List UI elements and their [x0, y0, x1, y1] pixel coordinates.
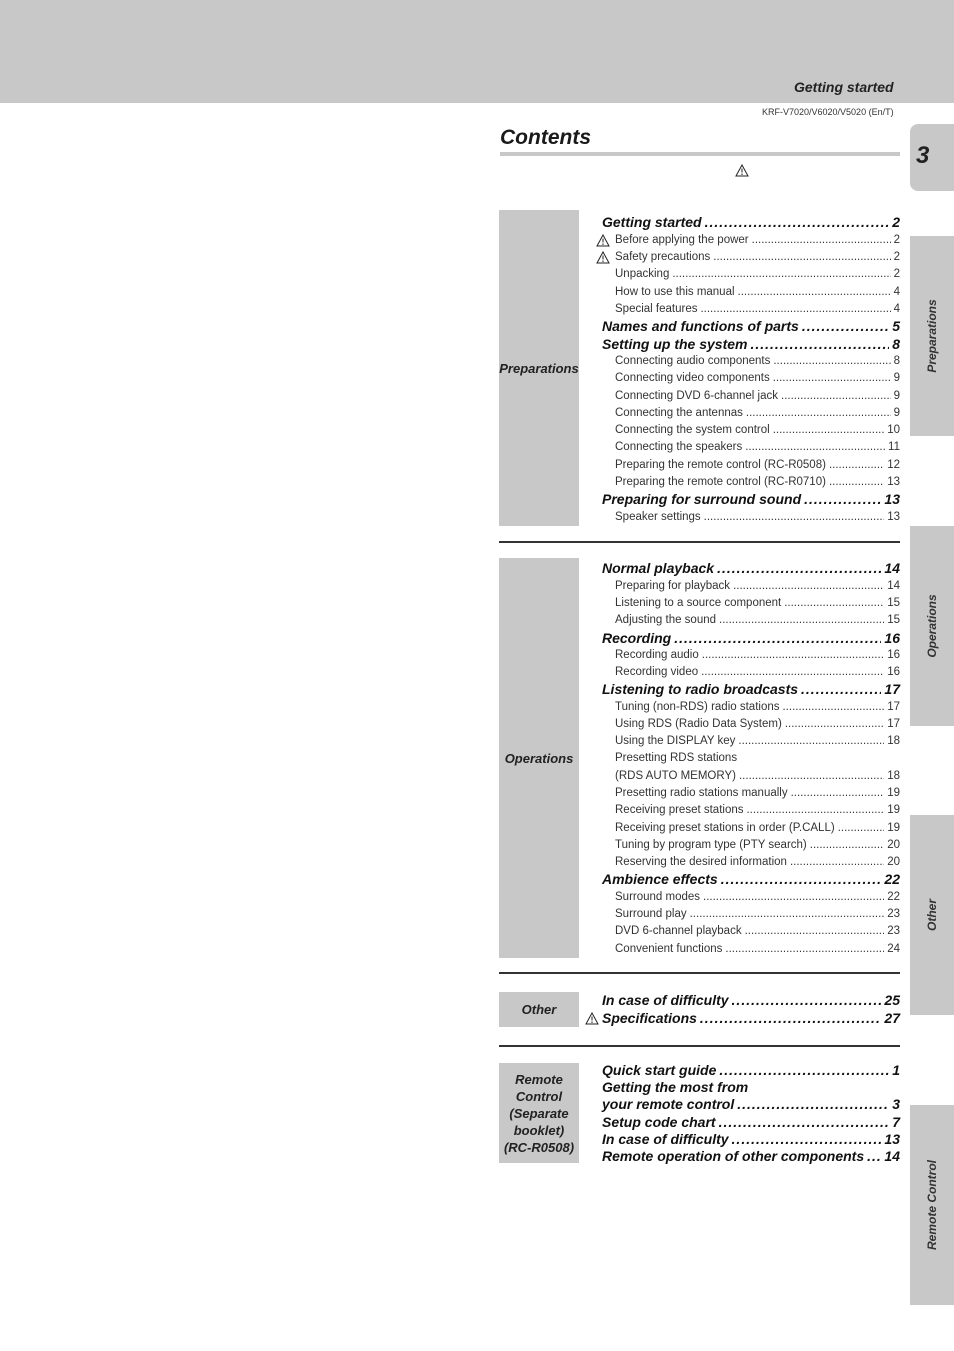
category-operations: [499, 558, 579, 958]
toc-entry-page: 9: [893, 372, 900, 384]
toc-entry[interactable]: [615, 925, 900, 937]
dot-leader: [745, 441, 885, 453]
toc-entry[interactable]: [615, 476, 900, 488]
toc-entry-page: 23: [887, 908, 900, 920]
dot-leader: [785, 718, 884, 730]
toc-entry-page: 7: [892, 1114, 900, 1130]
toc-entry[interactable]: [602, 1096, 900, 1112]
toc-entry-page: 11: [888, 441, 900, 453]
dot-leader: [717, 560, 881, 576]
toc-entry-title: Listening to radio broadcasts: [602, 681, 799, 697]
side-tab-label: Remote Control: [925, 1160, 939, 1250]
toc-entry[interactable]: [615, 372, 900, 384]
warning-triangle-icon: [596, 251, 610, 266]
toc-entry-title: Recording video: [615, 666, 699, 678]
toc-entry[interactable]: [602, 336, 900, 352]
toc-entry-page: 13: [884, 491, 900, 507]
toc-entry-page: 17: [884, 681, 900, 697]
toc-entry-page: 13: [887, 476, 900, 488]
dot-leader: [745, 925, 885, 937]
dot-leader: [700, 303, 890, 315]
toc-entry[interactable]: [615, 251, 900, 263]
toc-entry[interactable]: [615, 390, 900, 402]
dot-leader: [674, 630, 881, 646]
toc-entry-page: 13: [887, 511, 900, 523]
toc-entry-page: 8: [892, 336, 900, 352]
toc-entry[interactable]: [602, 318, 900, 334]
warning-triangle-icon: [596, 234, 610, 249]
toc-entry-page: 4: [893, 303, 900, 315]
toc-entry-title: Convenient functions: [615, 943, 723, 955]
toc-entry[interactable]: [615, 891, 900, 903]
section-divider: [499, 541, 900, 543]
toc-entry[interactable]: [615, 441, 900, 453]
toc-entry-page: 2: [893, 234, 900, 246]
toc-entry-page: 3: [892, 1096, 900, 1112]
category-label: Other: [521, 1002, 557, 1017]
side-tab-label: Other: [925, 898, 939, 932]
dot-leader: [802, 318, 889, 334]
toc-entry-title: Preparing the remote control (RC-R0710): [615, 476, 826, 488]
toc-entry-page: 27: [884, 1010, 900, 1026]
toc-entry[interactable]: [602, 1062, 900, 1078]
dot-leader: [738, 286, 891, 298]
toc-entry[interactable]: [615, 268, 900, 280]
toc-entry[interactable]: [615, 822, 900, 834]
dot-leader: [790, 856, 884, 868]
toc-entry-title: Recording audio: [615, 649, 699, 661]
dot-leader: [721, 871, 882, 887]
toc-entry-title: Recording: [602, 630, 672, 646]
toc-entry[interactable]: [602, 1114, 900, 1130]
toc-entry[interactable]: [602, 1131, 900, 1147]
toc-entry[interactable]: [615, 839, 900, 851]
dot-leader: [773, 372, 891, 384]
side-tab-label: Operations: [925, 594, 939, 658]
toc-entry-title: Preparing for surround sound: [602, 491, 802, 507]
toc-entry-title: Special features: [615, 303, 698, 315]
toc-entry-page: 19: [887, 822, 900, 834]
dot-leader: [713, 251, 890, 263]
category-other: [499, 992, 579, 1027]
title-underline: [500, 152, 900, 156]
toc-entry[interactable]: [615, 511, 900, 523]
toc-entry-page: 8: [893, 355, 900, 367]
toc-entry-title: Names and functions of parts: [602, 318, 799, 334]
toc-entry[interactable]: [615, 752, 900, 764]
toc-entry-title: Listening to a source component: [615, 597, 782, 609]
toc-entry-title: Connecting the antennas: [615, 407, 743, 419]
warning-triangle-icon: [585, 1012, 599, 1027]
toc-entry[interactable]: [615, 649, 900, 661]
toc-entry-title: Surround modes: [615, 891, 701, 903]
dot-leader: [701, 666, 884, 678]
toc-entry-title: Tuning by program type (PTY search): [615, 839, 807, 851]
toc-entry-title: Tuning (non-RDS) radio stations: [615, 701, 780, 713]
dot-leader: [719, 1114, 890, 1130]
dot-leader: [739, 770, 884, 782]
toc-entry-title: Preparing the remote control (RC-R0508): [615, 459, 826, 471]
section-divider: [499, 972, 900, 974]
toc-entry-page: 16: [887, 649, 900, 661]
dot-leader: [725, 943, 884, 955]
page-number: 3: [916, 142, 930, 169]
toc-entry-page: 19: [887, 787, 900, 799]
dot-leader: [801, 681, 881, 697]
toc-entry-title: (RDS AUTO MEMORY): [615, 770, 736, 782]
category-remote-control: [499, 1063, 579, 1163]
side-tab-label: Preparations: [925, 299, 939, 373]
toc-entry-title: Setup code chart: [602, 1114, 716, 1130]
toc-entry[interactable]: [615, 355, 900, 367]
toc-entry-title: Quick start guide: [602, 1062, 717, 1078]
dot-leader: [838, 822, 885, 834]
toc-entry[interactable]: [615, 424, 900, 436]
side-tab-operations[interactable]: [910, 526, 954, 726]
toc-entry[interactable]: [615, 407, 900, 419]
dot-leader: [867, 1148, 881, 1164]
category-preparations: [499, 210, 579, 526]
dot-leader: [810, 839, 884, 851]
dot-leader: [752, 234, 891, 246]
toc-entry[interactable]: [602, 681, 900, 697]
toc-entry-title: Ambience effects: [602, 871, 718, 887]
toc-entry-page: 2: [892, 214, 900, 230]
dot-leader: [732, 992, 882, 1008]
toc-entry-title: Connecting video components: [615, 372, 770, 384]
toc-entry-page: 9: [893, 407, 900, 419]
toc-entry-page: 16: [887, 666, 900, 678]
toc-entry-title: Presetting radio stations manually: [615, 787, 788, 799]
page-title: Contents: [500, 126, 591, 149]
toc-entry-page: 9: [893, 390, 900, 402]
toc-entry-page: 15: [887, 597, 900, 609]
toc-entry-page: 14: [884, 560, 900, 576]
dot-leader: [781, 390, 891, 402]
toc-entry[interactable]: [602, 871, 900, 887]
toc-entry-page: 22: [887, 891, 900, 903]
toc-entry[interactable]: [602, 214, 900, 230]
dot-leader: [690, 908, 885, 920]
toc-entry[interactable]: [615, 580, 900, 592]
toc-entry-title: Before applying the power: [615, 234, 749, 246]
toc-entry[interactable]: [615, 908, 900, 920]
toc-entry[interactable]: [615, 701, 900, 713]
toc-entry-page: 15: [887, 614, 900, 626]
dot-leader: [746, 407, 891, 419]
toc-entry[interactable]: [602, 1010, 900, 1026]
toc-entry-title: Adjusting the sound: [615, 614, 717, 626]
toc-entry-title: Surround play: [615, 908, 687, 920]
toc-entry[interactable]: [615, 303, 900, 315]
dot-leader: [719, 1062, 889, 1078]
toc-entry-title: Connecting the system control: [615, 424, 770, 436]
dot-leader: [738, 735, 884, 747]
toc-entry-page: 18: [887, 770, 900, 782]
toc-entry[interactable]: [602, 1148, 900, 1164]
side-tab-other[interactable]: [910, 815, 954, 1015]
toc-entry-title: Receiving preset stations: [615, 804, 744, 816]
dot-leader: [784, 597, 884, 609]
toc-entry-title: your remote control: [602, 1096, 735, 1112]
toc-entry-title: Setting up the system: [602, 336, 748, 352]
toc-entry-title: In case of difficulty: [602, 1131, 729, 1147]
toc-entry-page: 4: [893, 286, 900, 298]
toc-entry[interactable]: [602, 630, 900, 646]
toc-entry[interactable]: [602, 992, 900, 1008]
toc-entry-title: In case of difficulty: [602, 992, 729, 1008]
toc-entry-page: 10: [887, 424, 900, 436]
toc-entry[interactable]: [615, 735, 900, 747]
model-number: KRF-V7020/V6020/V5020 (En/T): [762, 107, 894, 117]
toc-entry-title: How to use this manual: [615, 286, 735, 298]
toc-entry-page: 2: [893, 251, 900, 263]
dot-leader: [732, 1131, 882, 1147]
dot-leader: [719, 614, 884, 626]
toc-entry-title: Presetting RDS stations: [615, 752, 738, 764]
warning-triangle-icon: [735, 164, 749, 182]
section-divider: [499, 1045, 900, 1047]
toc-entry-page: 18: [887, 735, 900, 747]
dot-leader: [746, 804, 884, 816]
dot-leader: [791, 787, 885, 799]
toc-entry[interactable]: [615, 666, 900, 678]
page-number-tab: [910, 124, 954, 191]
toc-entry-page: 14: [887, 580, 900, 592]
toc-entry-title: Reserving the desired information: [615, 856, 787, 868]
dot-leader: [705, 214, 890, 230]
toc-entry-title: Speaker settings: [615, 511, 701, 523]
toc-entry-page: 13: [884, 1131, 900, 1147]
toc-entry-title: Unpacking: [615, 268, 670, 280]
dot-leader: [704, 511, 885, 523]
toc-entry[interactable]: [615, 787, 900, 799]
toc-entry-page: 17: [887, 718, 900, 730]
toc-entry[interactable]: [615, 856, 900, 868]
toc-entry-page: 23: [887, 925, 900, 937]
toc-entry[interactable]: [602, 560, 900, 576]
toc-entry-title: Connecting DVD 6-channel jack: [615, 390, 779, 402]
category-label: Operations: [504, 750, 574, 766]
side-tab-remote-control[interactable]: [910, 1105, 954, 1305]
toc-entry[interactable]: [615, 459, 900, 471]
toc-entry[interactable]: [615, 597, 900, 609]
toc-entry-page: 24: [887, 943, 900, 955]
toc-entry-page: 22: [884, 871, 900, 887]
dot-leader: [829, 459, 884, 471]
dot-leader: [703, 891, 884, 903]
toc-entry-page: 16: [884, 630, 900, 646]
dot-leader: [733, 580, 884, 592]
dot-leader: [702, 649, 884, 661]
toc-entry[interactable]: [615, 718, 900, 730]
toc-entry-page: 25: [884, 992, 900, 1008]
side-tab-preparations[interactable]: [910, 236, 954, 436]
toc-entry-title: Receiving preset stations in order (P.CALL): [615, 822, 835, 834]
toc-entry-title: Using the DISPLAY key: [615, 735, 736, 747]
toc-entry-title: Getting the most from: [602, 1079, 749, 1095]
toc-entry-page: 20: [887, 839, 900, 851]
toc-entry-page: 5: [892, 318, 900, 334]
toc-entry-page: 19: [887, 804, 900, 816]
category-label: Preparations: [499, 360, 579, 376]
toc-entry[interactable]: [615, 943, 900, 955]
toc-entry-page: 1: [892, 1062, 900, 1078]
toc-entry-page: 14: [884, 1148, 900, 1164]
dot-leader: [737, 1096, 889, 1112]
toc-entry[interactable]: [615, 804, 900, 816]
dot-leader: [782, 701, 884, 713]
toc-entry-title: Normal playback: [602, 560, 715, 576]
dot-leader: [773, 355, 890, 367]
toc-entry[interactable]: [615, 286, 900, 298]
toc-entry-page: 2: [893, 268, 900, 280]
dot-leader: [773, 424, 885, 436]
category-label: Remote Control (Separate booklet) (RC-R0508): [503, 1071, 575, 1155]
toc-entry[interactable]: [615, 770, 900, 782]
toc-entry-title: Using RDS (Radio Data System): [615, 718, 782, 730]
toc-entry[interactable]: [615, 614, 900, 626]
toc-entry-title: Connecting the speakers: [615, 441, 743, 453]
dot-leader: [750, 336, 889, 352]
toc-entry-title: Safety precautions: [615, 251, 711, 263]
section-header: Getting started: [794, 79, 894, 95]
toc-entry-title: Getting started: [602, 214, 702, 230]
dot-leader: [672, 268, 890, 280]
toc-entry-page: 17: [887, 701, 900, 713]
toc-entry[interactable]: [602, 1079, 900, 1095]
toc-entry-page: 12: [887, 459, 900, 471]
dot-leader: [700, 1010, 882, 1026]
toc-entry-title: DVD 6-channel playback: [615, 925, 742, 937]
toc-entry-title: Specifications: [602, 1010, 697, 1026]
toc-entry[interactable]: [602, 491, 900, 507]
dot-leader: [829, 476, 884, 488]
toc-entry-title: Remote operation of other components: [602, 1148, 865, 1164]
toc-entry-title: Connecting audio components: [615, 355, 771, 367]
toc-entry-page: 20: [887, 856, 900, 868]
toc-entry[interactable]: [615, 234, 900, 246]
dot-leader: [804, 491, 881, 507]
toc-entry-title: Preparing for playback: [615, 580, 731, 592]
